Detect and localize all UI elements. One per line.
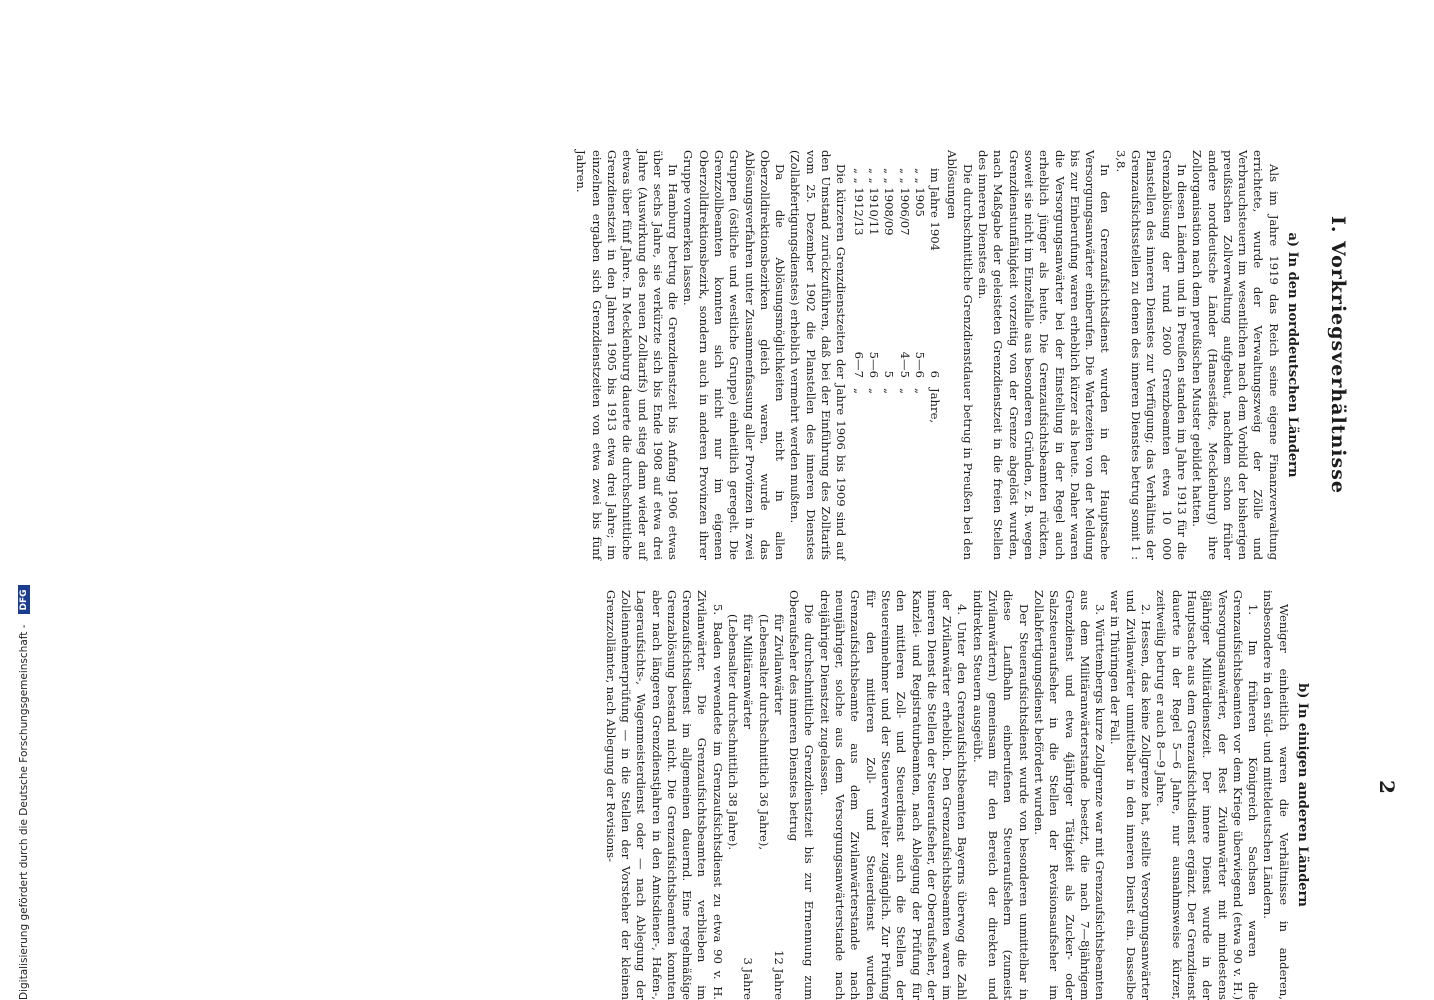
left-column: [573, 150, 1304, 560]
digitization-footer: [15, 0, 33, 1000]
paragraph: 4. Unter den Grenzaufsichtsbeamten Bayerns überwog die Zahl der Zivilanwärter erheblich. Den Grenzaufsichtsbeamten waren im inneren Dienst die Stellen der Steueraufseher, der Oberaufseher, der Kanzlei- und Registraturbeamten, nach Ablegung der Prüfung für den mittleren Zoll- und Steuerdienst auch die Stellen der Steuereinnehmer und der Steuerverwalter zugänglich. Zur Prüfung für den mittleren Zoll- und Steuerdienst wurden Grenzaufsichtsbeamte aus dem Zivilanwärterstande nach neunjähriger, solche aus dem Versorgungsanwärterstande nach dreijähriger Dienstzeit zugelassen.: [817, 590, 970, 1000]
paragraph: 3. Württembergs kurze Zollgrenze war mit Grenzaufsichtsbeamten aus dem Militäranwärterstande besetzt, die nach 7—8jährigem Grenzdienst und etwa 4jähriger Tätigkeit als Zucker- oder Salzsteueraufseher in die Stellen der Revisionsaufseher im Zollabfertigungsdienst befördert wurden.: [1031, 590, 1108, 1000]
grenzdienst-table: [850, 150, 942, 560]
paragraph: Weniger einheitlich waren die Verhältnisse in anderen, insbesondere in den süd- und mitteldeutschen Ländern.: [1261, 590, 1291, 1000]
table-row: für Militäranwärter 3 Jahre: [741, 614, 756, 1000]
table-row: im Jahre 1904 6 Jahre,: [928, 168, 943, 424]
paragraph: In den Grenzaufsichtsdienst wurden in der Hauptsache Versorgungsanwärter einberufen. Die Wartezeiten von der Meldung bis zur Einberufung waren erheblich kürzer als heute. Daher waren die Versorgungsanwärter bei der Einstellung in der Regel auch erheblich jünger als heute. Die Grenzaufsichtsbeamten rückten, soweit sie nicht im Einzelfalle aus besonderen Gründen, z. B. wegen Grenzdienstunfähigkeit vorzeitig von der Grenze abgelöst wurden, nach Maßgabe der geleisteten Grenzdienstzeit in die freien Stellen des inneren Dienstes ein.: [976, 150, 1113, 560]
paragraph: In diesen Ländern und in Preußen standen im Jahre 1913 für die Grenzablösung der rund 2600 Grenzbeamten etwa 10 000 Planstellen des inneren Dienstes zur Verfügung; das Verhältnis der Grenzaufsichtsstellen zu denen des inneren Dienstes betrug somit 1 : 3,8.: [1113, 150, 1189, 560]
table-row: „ „ 1905 5—6 „: [912, 168, 927, 395]
paragraph: Die durchschnittliche Grenzdienstzeit bis zur Ernennung zum Oberaufseher des inneren Dienstes betrug: [787, 590, 817, 1000]
paragraph: Die kürzeren Grenzdienstzeiten der Jahre 1906 bis 1909 sind auf den Umstand zurückzuführen, daß bei der Einführung des Zolltarifs vom 25. Dezember 1902 die Planstellen des inneren Dienstes (Zollabfertigungsdienstes) erheblich vermehrt werden mußten.: [788, 150, 849, 560]
paragraph: 1. Im früheren Königreich Sachsen waren die Grenzaufsichtsbeamten vor dem Kriege überwiegend (etwa 90 v. H.) Versorgungsanwärter, der Rest Zivilanwärter mit mindestens 8jähriger Militärdienstzeit. Der innere Dienst wurde in der Hauptsache aus dem Grenzaufsichtsdienst ergänzt. Der Grenzdienst dauerte in der Regel 5—6 Jahre, nur ausnahmsweise kürzer, zeitweilig betrug er auch 8—9 Jahre.: [1154, 590, 1261, 1000]
footer-text: Digitalisierung gefördert durch die Deutsche Forschungsgemeinschaft -: [18, 624, 30, 1000]
table-row: „ „ 1906/07 4—5 „: [897, 168, 912, 395]
paragraph: In Hamburg betrug die Grenzdienstzeit bis Anfang 1906 etwas über sechs Jahre, sie verkürzte sich bis Ende 1908 auf etwa drei Jahre (Auswirkung des neuen Zolltarifs) und stieg dann wieder auf etwas über fünf Jahre. In Mecklenburg dauerte die durchschnittliche Grenzdienstzeit in den Jahren 1905 bis 1913 etwa drei Jahre; im einzelnen ergaben sich Grenzdienstzeiten von etwa zwei bis fünf Jahren.: [574, 150, 681, 560]
table-row: „ „ 1910/11 5—6 „: [866, 168, 881, 395]
paragraph: Als im Jahre 1919 das Reich seine eigene Finanzverwaltung errichtete, wurde der Verwaltungszweig der Zölle und Verbrauchsteuern im wesentlichen nach dem Vorbild der bisherigen preußischen Zollverwaltung aufgebaut, nachdem schon früher andere norddeutsche Länder (Hansestädte, Mecklenburg) ihre Zollorganisation nach dem preußischen Muster gebildet hatten.: [1190, 150, 1281, 560]
section-a-heading: a) In den norddeutschen Ländern: [1285, 232, 1300, 478]
paragraph: 5. Baden verwendete im Grenzaufsichtsdienst zu etwa 90 v. H. Zivilanwärter. Die Grenzaufsichtsbeamten verblieben im Grenzaufsichtsdienst im allgemeinen dauernd. Eine regelmäßige Grenzablösung bestand nicht. Die Grenzaufsichtsbeamten konnten aber nach längeren Grenzdienstjahren in den Amtsdiener-, Hafen-, Lageraufsichts-, Wagenmeisterdienst oder — nach Ablegung der Zolleinnehmerprüfung — in die Stellen der Vorsteher der kleinen Grenzzollämter, nach Ablegung der Revisions-: [603, 590, 725, 1000]
right-column: [602, 590, 1314, 1000]
table-row: „ „ 1912/13 6—7 „: [851, 168, 866, 395]
table-row: (Lebensalter durchschnittlich 38 Jahre).: [726, 614, 741, 851]
paragraph: 2. Hessen, das keine Zollgrenze hat, stellte Versorgungsanwärter und Zivilanwärter unmittelbar in den inneren Dienst ein. Dasselbe war in Thüringen der Fall.: [1108, 590, 1154, 1000]
page-number: 2: [1375, 780, 1399, 794]
table-row: für Zivilanwärter 12 Jahre: [771, 614, 786, 1000]
table-row: (Lebensalter durchschnittlich 36 Jahre),: [756, 614, 771, 851]
paragraph: Die durchschnittliche Grenzdienstdauer betrug in Preußen bei den Ablösungen: [945, 150, 975, 560]
bavaria-table: [725, 590, 786, 1000]
paragraph: Der Steueraufsichtsdienst wurde von besonderen unmittelbar in diese Laufbahn einberufenen Steueraufsehern (zumeist Zivilanwärtern) gemeinsam für den Bereich der direkten und indirekten Steuern ausgeübt.: [970, 590, 1031, 1000]
dfg-logo-icon: DFG: [18, 585, 30, 614]
table-row: „ „ 1908/09 5 „: [882, 168, 897, 395]
section-b-heading: b) In einigen anderen Ländern: [1295, 683, 1310, 907]
paragraph: Da die Ablösungsmöglichkeiten nicht in allen Oberzolldirektionsbezirken gleich waren, wurde das Ablösungsverfahren unter Zusammenfassung aller Provinzen in zwei Gruppen (östliche und westliche Gruppe) einheitlich geregelt. Die Grenzzollbeamten konnten sich nicht nur im eigenen Oberzolldirektionsbezirk, sondern auch in anderen Provinzen ihrer Gruppe vormerken lassen.: [681, 150, 788, 560]
chapter-title: I. Vorkriegsverhältnisse: [1327, 215, 1349, 495]
